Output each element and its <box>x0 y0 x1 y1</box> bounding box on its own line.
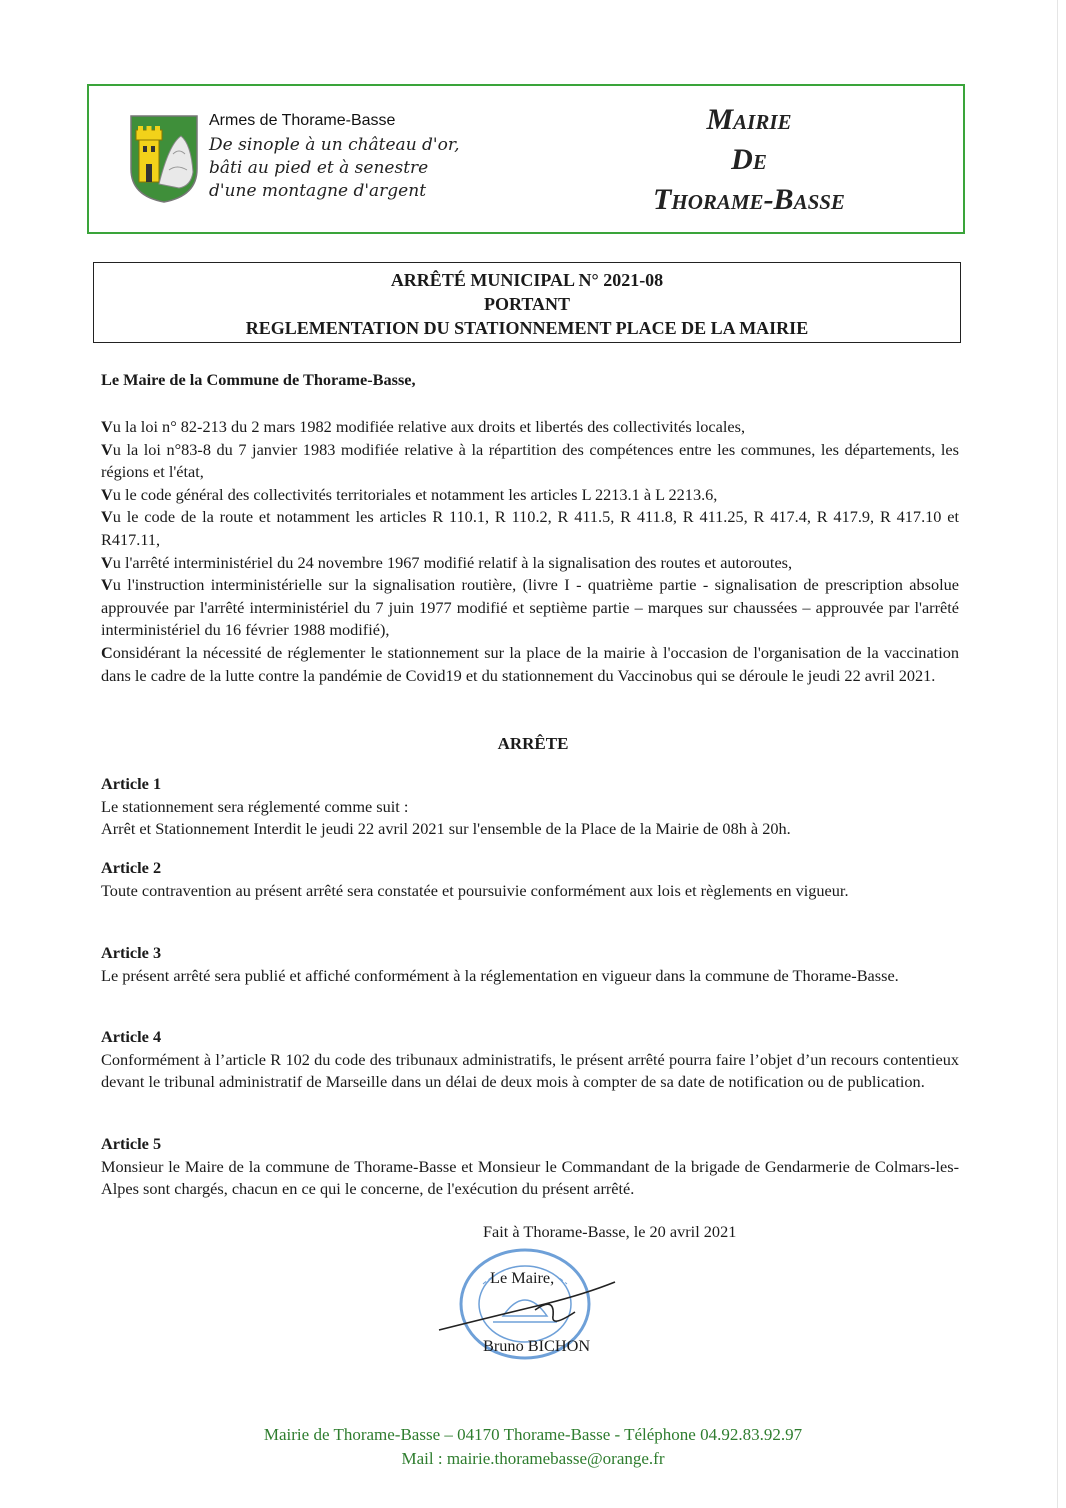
signatory-name: Bruno BICHON <box>483 1336 591 1355</box>
article-title: Article 4 <box>101 1027 162 1046</box>
signatory-role: Le Maire, <box>490 1268 555 1287</box>
arrete-title-line: PORTANT <box>483 294 571 314</box>
considerations-list <box>101 416 959 687</box>
consideration-item: Vu l'instruction interministérielle sur la signalisation routière, (livre I - quatrième partie - signalisation de prescription absolue approuvée par l'arrêté interministériel du 7 juin 1977 modifié et septième partie – marques sur chaussées – approuvée par l'arrêté interministériel du 16 février 1988 modifié), <box>101 575 959 640</box>
article-line: Le présent arrêté sera publié et affiché conformément à la réglementation en vigueur dans la commune de Thorame-Basse. <box>101 965 899 985</box>
article-line: Toute contravention au présent arrêté sera constatée et poursuivie conformément aux lois et règlements en vigueur. <box>101 880 849 900</box>
article-1 <box>101 773 959 841</box>
article-title: Article 2 <box>101 858 162 877</box>
letterhead <box>87 84 965 234</box>
arrete-title-box <box>93 262 961 343</box>
consideration-item: Vu l'arrêté interministériel du 24 novembre 1967 modifié relatif à la signalisation des routes et autoroutes, <box>101 552 793 572</box>
article-line: Monsieur le Maire de la commune de Thorame-Basse et Monsieur le Commandant de la brigade de Gendarmerie de Colmars-les-Alpes sont chargés, chacun en ce qui le concerne, de l'exécution du présent arrêté. <box>101 1156 959 1199</box>
coat-of-arms-block <box>129 112 460 222</box>
consideration-item: Vu la loi n° 82-213 du 2 mars 1982 modifiée relative aux droits et libertés des collectivités locales, <box>101 417 746 436</box>
article-5 <box>101 1133 959 1201</box>
arrete-heading: ARRÊTE <box>497 734 569 753</box>
scan-edge-line <box>1057 0 1058 1508</box>
article-line: Conformément à l’article R 102 du code des tribunaux administratifs, le présent arrêté pourra faire l’objet d’un recours contentieux devant le tribunal administratif de Marseille dans un délai de deux mois à compter de sa date de notification ou de publication. <box>101 1049 959 1092</box>
article-title: Article 5 <box>101 1134 162 1153</box>
arrete-title-line: REGLEMENTATION DU STATIONNEMENT PLACE DE LA MAIRIE <box>245 318 809 338</box>
mairie-title-line: De <box>731 143 767 176</box>
article-3 <box>101 942 959 987</box>
article-title: Article 1 <box>101 774 162 793</box>
article-line: Arrêt et Stationnement Interdit le jeudi 22 avril 2021 sur l'ensemble de la Place de la Mairie de 08h à 20h. <box>101 819 791 839</box>
intro-line: Le Maire de la Commune de Thorame-Basse, <box>101 370 416 389</box>
mairie-title-line: Thorame-Basse <box>653 183 845 216</box>
footer-address: Mairie de Thorame-Basse – 04170 Thorame-Basse - Téléphone 04.92.83.92.97 <box>263 1425 803 1444</box>
arms-title: Armes de Thorame-Basse <box>209 112 396 129</box>
article-title: Article 3 <box>101 943 162 962</box>
consideration-item: Considérant la nécessité de réglementer le stationnement sur la place de la mairie à l'occasion de l'organisation de la vaccination dans le cadre de la lutte contre la pandémie de Covid19 et du stationnement du Vaccinobus qui se déroule le jeudi 22 avril 2021. <box>101 642 959 685</box>
handwritten-signature-icon <box>435 1276 635 1336</box>
arms-motto-line: d'une montagne d'argent <box>209 181 427 201</box>
consideration-item: Vu le code général des collectivités territoriales et notamment les articles L 2213.1 à L 2213.6, <box>101 484 718 504</box>
coat-of-arms-icon <box>129 114 199 204</box>
arrete-title-line: ARRÊTÉ MUNICIPAL N° 2021-08 <box>390 270 664 290</box>
mairie-title <box>599 100 899 220</box>
place-and-date: Fait à Thorame-Basse, le 20 avril 2021 <box>483 1222 737 1241</box>
signature-block <box>455 1222 815 1362</box>
article-line: Le stationnement sera réglementé comme suit : <box>101 796 409 816</box>
article-2 <box>101 857 959 902</box>
footer-email: Mail : mairie.thoramebasse@orange.fr <box>401 1449 665 1468</box>
consideration-item: Vu le code de la route et notamment les articles R 110.1, R 110.2, R 411.5, R 411.8, R 411.25, R 417.4, R 417.9, R 417.10 et R417.11, <box>101 507 959 549</box>
arms-motto <box>209 134 460 203</box>
arms-motto-line: De sinople à un château d'or, <box>209 135 460 155</box>
arms-motto-line: bâti au pied et à senestre <box>209 158 429 178</box>
consideration-item: Vu la loi n°83-8 du 7 janvier 1983 modifiée relative à la répartition des compétences entre les communes, les départements, les régions et l'état, <box>101 439 959 482</box>
page-footer <box>0 1423 1066 1471</box>
mairie-title-line: Mairie <box>706 103 792 136</box>
article-4 <box>101 1026 959 1094</box>
